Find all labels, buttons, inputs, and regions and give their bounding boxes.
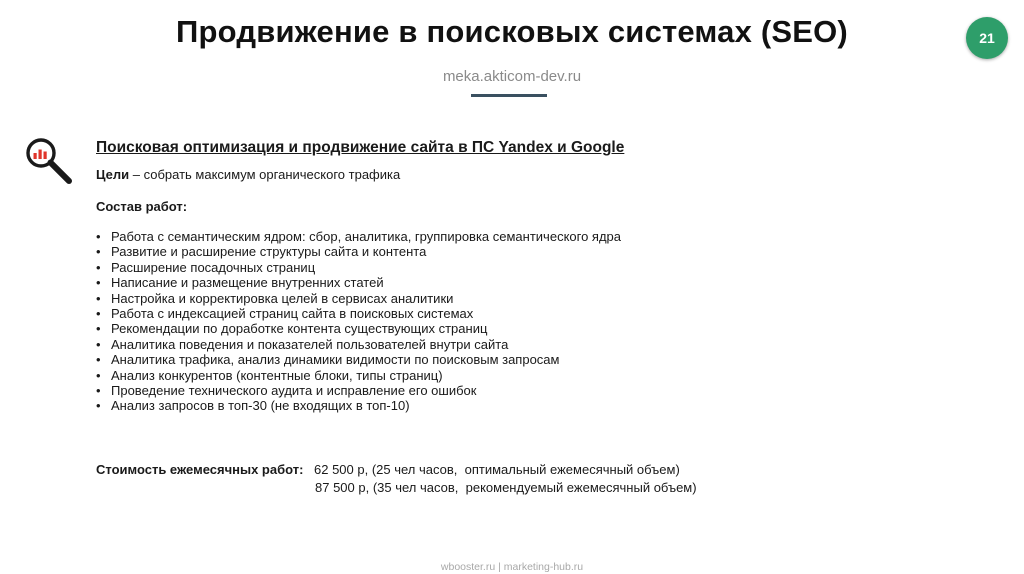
list-item: • Развитие и расширение структуры сайта и контента	[96, 244, 916, 259]
list-item: • Проведение технического аудита и исправление его ошибок	[96, 383, 916, 398]
divider	[471, 94, 547, 97]
footer-links: wbooster.ru | marketing-hub.ru	[440, 561, 584, 573]
goal-line	[96, 167, 916, 183]
cost-row-1	[96, 461, 697, 479]
cost-label: Стоимость ежемесячных работ:	[96, 462, 304, 477]
list-item: • Анализ запросов в топ-30 (не входящих в топ-10)	[96, 398, 916, 413]
section-heading: Поисковая оптимизация и продвижение сайта в ПС Yandex и Google	[96, 139, 625, 156]
goal-label: Цели	[96, 167, 130, 182]
goal-text: – собрать максимум органического трафика	[129, 167, 401, 182]
list-item: • Настройка и корректировка целей в сервисах аналитики	[96, 291, 916, 306]
cost-option-2: 87 500 р, (35 чел часов, рекомендуемый ежемесячный объем)	[315, 480, 697, 495]
slide-title: Продвижение в поисковых системах (SEO)	[176, 14, 848, 49]
page-number-badge: 21	[966, 17, 1008, 59]
search-analytics-icon	[24, 136, 74, 186]
list-item: • Аналитика поведения и показателей пользователей внутри сайта	[96, 337, 916, 352]
list-item: • Написание и размещение внутренних статей	[96, 275, 916, 290]
site-url: meka.akticom-dev.ru	[442, 68, 582, 85]
cost-option-1: 62 500 р, (25 чел часов, оптимальный ежемесячный объем)	[314, 462, 680, 477]
cost-block	[96, 461, 697, 497]
composition-label: Состав работ:	[96, 198, 188, 214]
list-item: • Рекомендации по доработке контента существующих страниц	[96, 321, 916, 336]
list-item: • Расширение посадочных страниц	[96, 260, 916, 275]
list-item: • Анализ конкурентов (контентные блоки, типы страниц)	[96, 368, 916, 383]
list-item: • Работа с индексацией страниц сайта в поисковых системах	[96, 306, 916, 321]
list-item: • Работа с семантическим ядром: сбор, аналитика, группировка семантического ядра	[96, 229, 916, 244]
content-block	[96, 138, 916, 414]
list-item: • Аналитика трафика, анализ динамики видимости по поисковым запросам	[96, 352, 916, 367]
works-list	[96, 229, 916, 414]
